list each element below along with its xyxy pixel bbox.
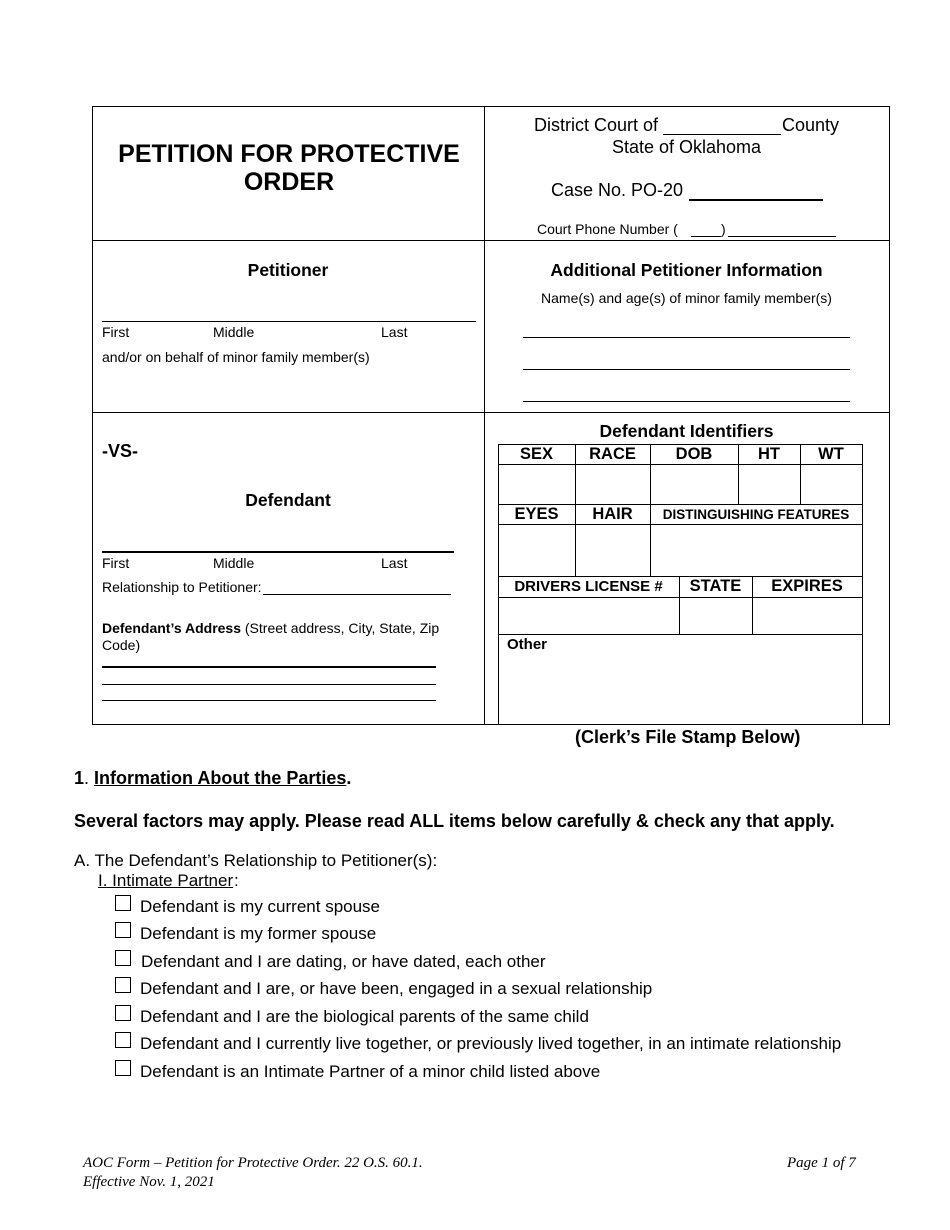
- option-checkbox-7[interactable]: [115, 1060, 131, 1076]
- features-label: DISTINGUISHING FEATURES: [662, 507, 850, 522]
- defendant-address-hint: (Street address, City, State, Zip Code): [102, 620, 440, 653]
- features-field[interactable]: [651, 525, 861, 575]
- license-expires-field[interactable]: [753, 598, 861, 633]
- court-phone-paren: ): [721, 221, 726, 237]
- option-checkbox-2[interactable]: [115, 922, 131, 938]
- option-label-6: Defendant and I currently live together, or previously lived together, in an intimate relationship: [140, 1034, 842, 1053]
- court-prefix: District Court of: [534, 115, 659, 135]
- license-state-label: STATE: [689, 577, 742, 595]
- court-phone-field[interactable]: [728, 236, 836, 237]
- other-label: Other: [507, 636, 548, 653]
- clerk-stamp-label: (Clerk’s File Stamp Below): [575, 727, 801, 747]
- relationship-field[interactable]: [263, 594, 451, 595]
- footer-effective-date: Effective Nov. 1, 2021: [83, 1174, 215, 1190]
- court-suffix: County: [782, 115, 840, 135]
- race-label: RACE: [589, 445, 636, 463]
- additional-info-heading: Additional Petitioner Information: [550, 260, 823, 280]
- section-1-heading: 1. Information About the Parties.: [74, 768, 352, 788]
- defendant-middle-label: Middle: [213, 555, 255, 571]
- page-title: PETITION FOR PROTECTIVE ORDER: [118, 140, 460, 196]
- defendant-heading: Defendant: [245, 490, 331, 510]
- subheading-colon: :: [234, 871, 239, 890]
- option-checkbox-1[interactable]: [115, 895, 131, 911]
- defendant-address-bold: Defendant’s Address: [102, 620, 241, 636]
- option-label-5: Defendant and I are the biological parents of the same child: [140, 1007, 589, 1026]
- license-label: DRIVERS LICENSE #: [514, 578, 663, 595]
- petitioner-last-label: Last: [381, 324, 408, 340]
- minor-member-field-3[interactable]: [523, 401, 850, 402]
- additional-info-subheading: Name(s) and age(s) of minor family member(s): [541, 290, 832, 306]
- section-number: 1: [74, 768, 85, 788]
- eyes-label: EYES: [514, 505, 559, 523]
- petitioner-middle-label: Middle: [213, 324, 255, 340]
- case-number-label: Case No. PO-20: [551, 180, 684, 200]
- hair-field[interactable]: [576, 525, 649, 575]
- petitioner-first-label: First: [102, 324, 130, 340]
- county-field[interactable]: [663, 134, 781, 135]
- court-phone-area-field[interactable]: [691, 236, 721, 237]
- minor-member-field-2[interactable]: [523, 369, 850, 370]
- identifiers-heading: Defendant Identifiers: [599, 421, 774, 441]
- intimate-partner-subheading: I. Intimate Partner: [98, 871, 234, 890]
- case-number-field[interactable]: [689, 199, 823, 201]
- defendant-address-label: [102, 620, 462, 654]
- petitioner-name-field[interactable]: [102, 321, 476, 322]
- section-instruction: Several factors may apply. Please read ALL items below carefully & check any that apply.: [74, 811, 835, 831]
- weight-field[interactable]: [801, 465, 861, 503]
- address-field-3[interactable]: [102, 700, 436, 701]
- weight-label: WT: [818, 445, 844, 463]
- race-field[interactable]: [576, 465, 649, 503]
- petitioner-heading: Petitioner: [247, 260, 329, 280]
- footer-page-number: Page 1 of 7: [787, 1155, 856, 1171]
- eyes-field[interactable]: [499, 525, 574, 575]
- minor-member-field-1[interactable]: [523, 337, 850, 338]
- address-field-2[interactable]: [102, 684, 436, 685]
- item-a-label: A. The Defendant’s Relationship to Petitioner(s):: [74, 851, 438, 870]
- petitioner-behalf-text: and/or on behalf of minor family member(s): [102, 349, 370, 365]
- defendant-first-label: First: [102, 555, 130, 571]
- option-checkbox-6[interactable]: [115, 1032, 131, 1048]
- height-field[interactable]: [739, 465, 799, 503]
- other-field[interactable]: [499, 655, 861, 723]
- sex-label: SEX: [519, 445, 554, 463]
- defendant-name-field[interactable]: [102, 551, 454, 553]
- hair-label: HAIR: [592, 505, 633, 523]
- height-label: HT: [758, 445, 780, 463]
- footer-form-name: AOC Form – Petition for Protective Order. 22 O.S. 60.1.: [83, 1155, 423, 1171]
- dob-label: DOB: [675, 445, 713, 463]
- option-label-3: Defendant and I are dating, or have dated, each other: [141, 952, 546, 971]
- sex-field[interactable]: [499, 465, 574, 503]
- court-phone-label: Court Phone Number (: [537, 221, 678, 237]
- option-checkbox-3[interactable]: [115, 950, 131, 966]
- defendant-last-label: Last: [381, 555, 408, 571]
- option-checkbox-5[interactable]: [115, 1005, 131, 1021]
- option-checkbox-4[interactable]: [115, 977, 131, 993]
- relationship-label: Relationship to Petitioner:: [102, 579, 262, 595]
- option-label-2: Defendant is my former spouse: [140, 924, 377, 943]
- license-state-field[interactable]: [680, 598, 751, 633]
- option-label-4: Defendant and I are, or have been, engaged in a sexual relationship: [140, 979, 653, 998]
- court-state: State of Oklahoma: [611, 137, 762, 157]
- dob-field[interactable]: [651, 465, 737, 503]
- versus-label: -VS-: [102, 441, 138, 461]
- section-title: Information About the Parties: [94, 768, 347, 788]
- address-field-1[interactable]: [102, 666, 436, 668]
- option-label-7: Defendant is an Intimate Partner of a minor child listed above: [140, 1062, 601, 1081]
- license-field[interactable]: [499, 598, 678, 633]
- option-label-1: Defendant is my current spouse: [140, 897, 381, 916]
- license-expires-label: EXPIRES: [771, 577, 843, 595]
